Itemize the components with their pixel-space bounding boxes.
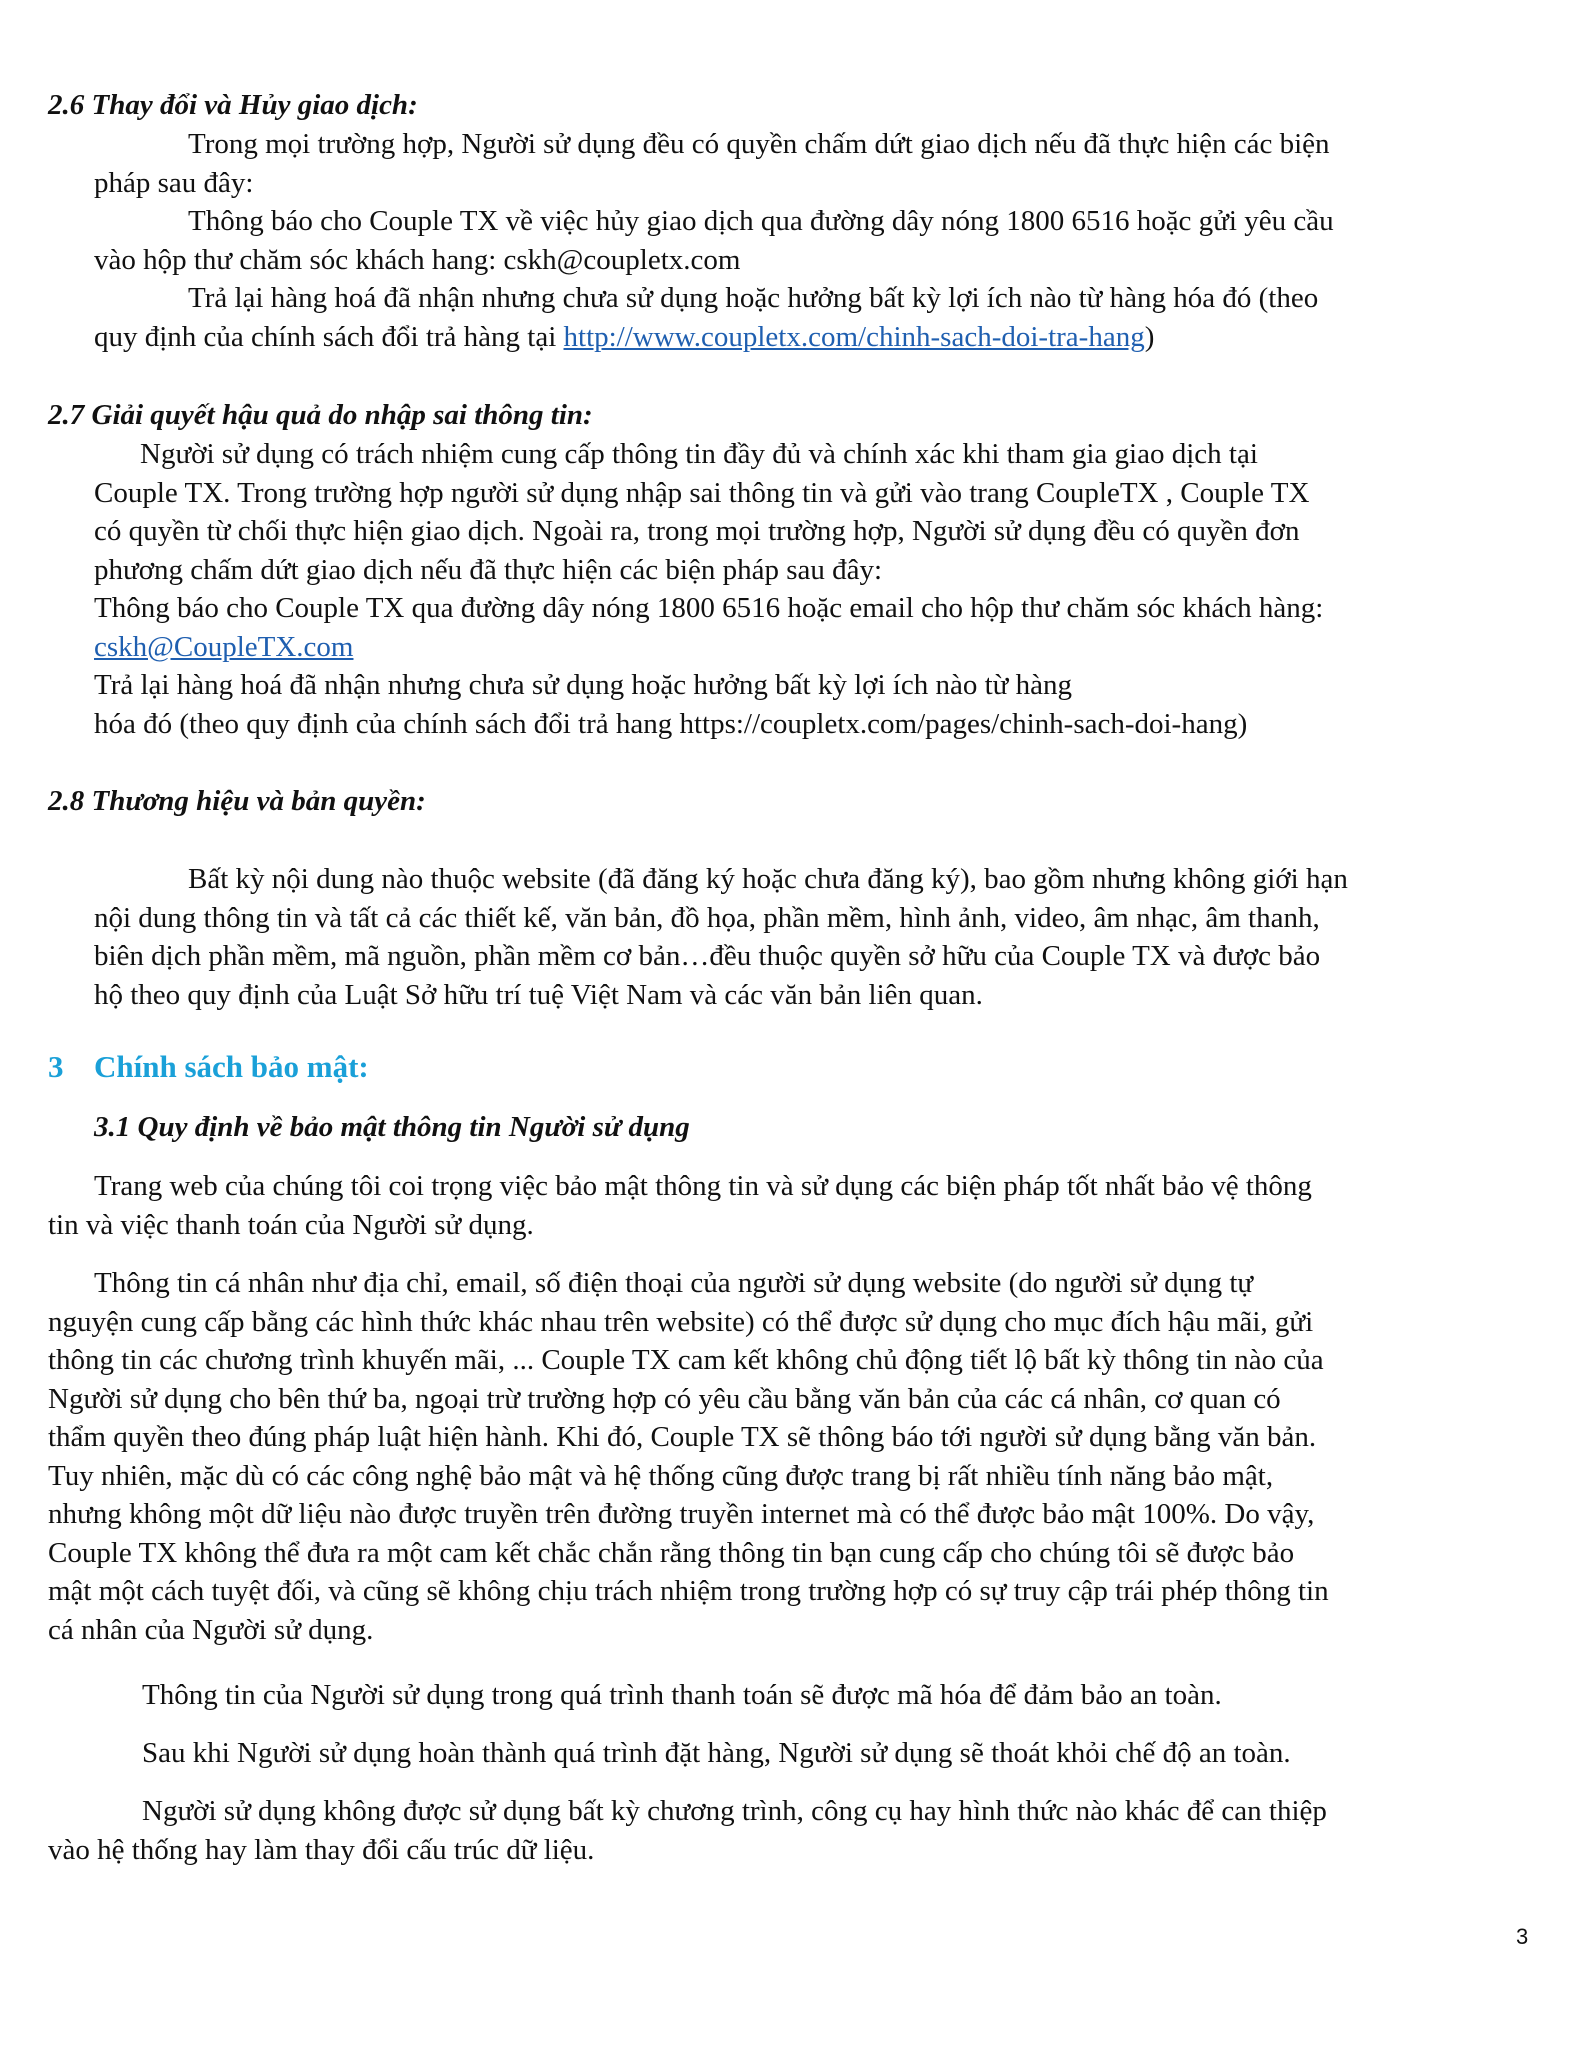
text-line: Bất kỳ nội dung nào thuộc website (đã đăng ký hoặc chưa đăng ký), bao gồm nhưng không giới hạn <box>188 863 1348 895</box>
return-policy-link[interactable]: http://www.coupletx.com/chinh-sach-doi-tra-hang <box>563 320 1145 353</box>
section-2-8-body <box>94 860 1542 1014</box>
text-line: cá nhân của Người sử dụng. <box>48 1613 374 1646</box>
text-line: Thông tin của Người sử dụng trong quá trình thanh toán sẽ được mã hóa để đảm bảo an toàn. <box>142 1679 1222 1711</box>
text-line: Trả lại hàng hoá đã nhận nhưng chưa sử dụng hoặc hưởng bất kỳ lợi ích nào từ hàng hóa đó (theo <box>188 282 1319 314</box>
text-line: Thông tin cá nhân như địa chỉ, email, số điện thoại của người sử dụng website (do người sử dụng tự <box>94 1267 1254 1299</box>
section-2-7-title: 2.7 Giải quyết hậu quả do nhập sai thông tin: <box>48 399 593 431</box>
text-line: Trang web của chúng tôi coi trọng việc bảo mật thông tin và sử dụng các biện pháp tốt nhất bảo vệ thông <box>94 1170 1312 1202</box>
section-number: 3 <box>48 1049 64 1084</box>
text-line <box>94 628 1542 667</box>
text-line <box>94 318 1542 357</box>
text-line: Trả lại hàng hoá đã nhận nhưng chưa sử dụng hoặc hưởng bất kỳ lợi ích nào từ hàng <box>94 669 1072 701</box>
section-3-1-paragraph-5 <box>48 1792 1542 1869</box>
text-line: nội dung thông tin và tất cả các thiết kế, văn bản, đồ họa, phần mềm, hình ảnh, video, âm nhạc, âm thanh, <box>94 901 1320 934</box>
text-line: biên dịch phần mềm, mã nguồn, phần mềm cơ bản…đều thuộc quyền sở hữu của Couple TX và được bảo <box>94 940 1321 972</box>
section-3-1-paragraph-3 <box>48 1676 1542 1715</box>
text-line: thông tin các chương trình khuyến mãi, ... Couple TX cam kết không chủ động tiết lộ bất kỳ thông tin nào của <box>48 1344 1324 1376</box>
text-line: Người sử dụng cho bên thứ ba, ngoại trừ trường hợp có yêu cầu bằng văn bản của các cá nhân, cơ quan có <box>48 1382 1281 1415</box>
text-line: pháp sau đây: <box>94 166 254 199</box>
section-2-6-body <box>94 125 1542 356</box>
text-line: Thông báo cho Couple TX về việc hủy giao dịch qua đường dây nóng 1800 6516 hoặc gửi yêu cầu <box>188 205 1334 237</box>
page-number: 3 <box>1516 1924 1529 1949</box>
text-line: Người sử dụng có trách nhiệm cung cấp thông tin đầy đủ và chính xác khi tham gia giao dịch tại <box>140 438 1258 470</box>
section-3-1-paragraph-4 <box>48 1734 1542 1773</box>
text-line: nguyện cung cấp bằng các hình thức khác nhau trên website) có thể được sử dụng cho mục đích hậu mãi, gửi <box>48 1305 1314 1338</box>
text-line: vào hệ thống hay làm thay đổi cấu trúc dữ liệu. <box>48 1833 595 1866</box>
text-line: Tuy nhiên, mặc dù có các công nghệ bảo mật và hệ thống cũng được trang bị rất nhiều tính năng bảo mật, <box>48 1459 1274 1492</box>
section-3-1-title: 3.1 Quy định về bảo mật thông tin Người sử dụng <box>94 1111 690 1143</box>
text-line: mật một cách tuyệt đối, và cũng sẽ không chịu trách nhiệm trong trường hợp có sự truy cập trái phép thông tin <box>48 1575 1329 1607</box>
text-line: thẩm quyền theo đúng pháp luật hiện hành. Khi đó, Couple TX sẽ thông báo tới người sử dụng bằng văn bản. <box>48 1421 1317 1453</box>
support-email-link[interactable]: cskh@CoupleTX.com <box>94 630 354 663</box>
text-line: nhưng không một dữ liệu nào được truyền trên đường truyền internet mà có thể được bảo mật 100%. Do vậy, <box>48 1498 1315 1530</box>
text-line: phương chấm dứt giao dịch nếu đã thực hiện các biện pháp sau đây: <box>94 553 883 586</box>
text-line: tin và việc thanh toán của Người sử dụng. <box>48 1208 534 1241</box>
section-3-heading <box>48 1048 369 1087</box>
text-fragment: ) <box>1144 320 1155 353</box>
text-line: hộ theo quy định của Luật Sở hữu trí tuệ Việt Nam và các văn bản liên quan. <box>94 978 983 1011</box>
text-line: Người sử dụng không được sử dụng bất kỳ chương trình, công cụ hay hình thức nào khác để can thiệp <box>142 1795 1327 1827</box>
section-3-title: Chính sách bảo mật: <box>94 1049 369 1084</box>
text-line: Couple TX. Trong trường hợp người sử dụng nhập sai thông tin và gửi vào trang CoupleTX , Couple TX <box>94 476 1310 509</box>
section-3-1-paragraph-2 <box>48 1264 1542 1649</box>
text-line: Couple TX không thể đưa ra một cam kết chắc chắn rằng thông tin bạn cung cấp cho chúng tôi sẽ được bảo <box>48 1536 1295 1569</box>
text-line: Sau khi Người sử dụng hoàn thành quá trình đặt hàng, Người sử dụng sẽ thoát khỏi chế độ an toàn. <box>142 1737 1291 1769</box>
section-2-8-title: 2.8 Thương hiệu và bản quyền: <box>48 785 426 817</box>
text-fragment: quy định của chính sách đổi trả hàng tại <box>94 320 564 353</box>
section-3-1-paragraph-1 <box>48 1167 1542 1244</box>
text-line: vào hộp thư chăm sóc khách hang: cskh@coupletx.com <box>94 243 741 276</box>
section-2-6-title: 2.6 Thay đổi và Hủy giao dịch: <box>48 89 418 121</box>
text-line: Thông báo cho Couple TX qua đường dây nóng 1800 6516 hoặc email cho hộp thư chăm sóc khách hàng: <box>94 592 1324 624</box>
text-line: hóa đó (theo quy định của chính sách đổi trả hang https://coupletx.com/pages/chinh-sach-doi-hang) <box>94 707 1248 740</box>
text-line: Trong mọi trường hợp, Người sử dụng đều có quyền chấm dứt giao dịch nếu đã thực hiện các biện <box>188 128 1330 160</box>
text-line: có quyền từ chối thực hiện giao dịch. Ngoài ra, trong mọi trường hợp, Người sử dụng đều có quyền đơn <box>94 515 1300 547</box>
section-2-7-body <box>94 435 1542 743</box>
